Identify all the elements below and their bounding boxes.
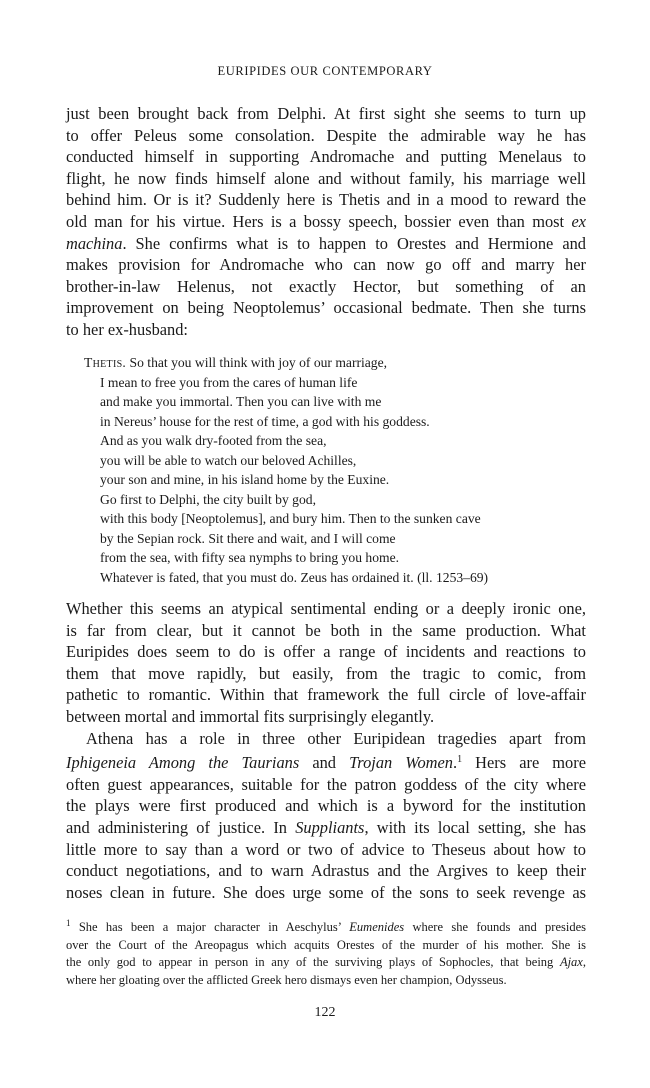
text-line: brother-in-law Helenus, not exactly Hector, but something of an xyxy=(66,276,586,296)
text-line: to her ex-husband: xyxy=(66,319,188,339)
text-line: Euripides does seem to do is offer a range of incidents and reactions to xyxy=(66,642,586,662)
text-line: to offer Peleus some consolation. Despite the admirable way he has xyxy=(66,125,586,145)
text-line: flight, he now finds himself alone and without family, his marriage well xyxy=(66,168,586,188)
text-line: Whether this seems an atypical sentimental ending or a deeply ironic one, xyxy=(66,599,586,618)
page-number: 122 xyxy=(314,1005,336,1020)
verse-line: Whatever is fated, that you must do. Zeus has ordained it. (ll. 1253–69) xyxy=(100,569,489,585)
verse-line: Thetis. So that you will think with joy of our marriage, xyxy=(84,355,388,370)
footnote-line: $^1$ She has been a major character in Aeschylus’ Eumenides where she founds and presides xyxy=(66,918,586,934)
text-line: behind him. Or is it? Suddenly here is Thetis and in a mood to reward the xyxy=(66,190,586,210)
text-line: improvement on being Neoptolemus’ occasional bedmate. Then she turns xyxy=(66,298,586,318)
verse-line: from the sea, with fifty sea nymphs to bring you home. xyxy=(100,550,400,565)
text-line: them that move rapidly, but easily, from the tragic to comic, from xyxy=(66,663,586,683)
text-line: and administering of justice. In Suppliants, with its local setting, she has xyxy=(66,817,586,837)
text-line: Iphigeneia Among the Taurians and Trojan Women.$^1$ Hers are more xyxy=(66,753,586,773)
text-line: often guest appearances, suitable for the patron goddess of the city where xyxy=(66,774,586,794)
verse-line: your son and mine, in his island home by the Euxine. xyxy=(100,472,390,487)
text-line: machina. She confirms what is to happen to Orestes and Hermione and xyxy=(66,233,586,253)
footnote xyxy=(66,915,586,989)
text-line: Athena has a role in three other Euripidean tragedies apart from xyxy=(86,728,586,748)
verse-line: you will be able to watch our beloved Achilles, xyxy=(100,452,357,468)
running-head: EURIPIDES OUR CONTEMPORARY xyxy=(217,64,433,78)
footnote-reference[interactable]: 1 xyxy=(457,754,463,766)
verse-line: Go first to Delphi, the city built by god, xyxy=(100,491,316,507)
body-paragraphs-2-3 xyxy=(66,598,586,903)
text-line: pathetic to romantic. Within that framework the full circle of love-affair xyxy=(66,685,586,705)
text-line: makes provision for Andromache who can now go off and marry her xyxy=(66,255,586,275)
text-line: little more to say than a word or two of advice to Theseus about how to xyxy=(66,839,586,859)
verse-line: in Nereus’ house for the rest of time, a god with his goddess. xyxy=(100,413,430,429)
text-line: is far from clear, but it cannot be both in the same production. What xyxy=(66,620,586,640)
speaker-name: Thetis. xyxy=(84,355,127,370)
verse-line: and make you immortal. Then you can live with me xyxy=(100,394,382,409)
footnote-line: the only god to appear in person in any of the surviving plays of Sophocles, that being Ajax, xyxy=(66,955,586,970)
verse-line: by the Sepian rock. Sit there and wait, and I will come xyxy=(100,530,396,546)
text-line: conduct negotiations, and to warn Adrastus and the Argives to keep their xyxy=(66,861,586,881)
text-line: just been brought back from Delphi. At first sight she seems to turn up xyxy=(66,104,586,123)
text-line: between mortal and immortal fits surprisingly elegantly. xyxy=(66,706,435,726)
verse-line: I mean to free you from the cares of human life xyxy=(100,374,358,390)
verse-line: And as you walk dry-footed from the sea, xyxy=(100,433,327,448)
text-line: conducted himself in supporting Andromache and putting Menelaus to xyxy=(66,147,586,167)
footnote-line: over the Court of the Areopagus which acquits Orestes of the murder of his mother. She is xyxy=(66,937,586,952)
footnote-line: where her gloating over the afflicted Greek hero dismays even her champion, Odysseus. xyxy=(66,972,507,987)
text-line: noses clean in future. She does urge some of the sons to seek revenge as xyxy=(66,882,586,902)
text-line: old man for his virtue. Hers is a bossy speech, bossier even than most ex xyxy=(66,211,586,231)
verse-quotation xyxy=(84,353,584,587)
text-line: the plays were first produced and which is a byword for the institution xyxy=(66,796,586,816)
verse-line: with this body [Neoptolemus], and bury him. Then to the sunken cave xyxy=(100,511,481,526)
footnote-marker: 1 xyxy=(66,918,71,928)
body-paragraph-1 xyxy=(66,103,586,341)
